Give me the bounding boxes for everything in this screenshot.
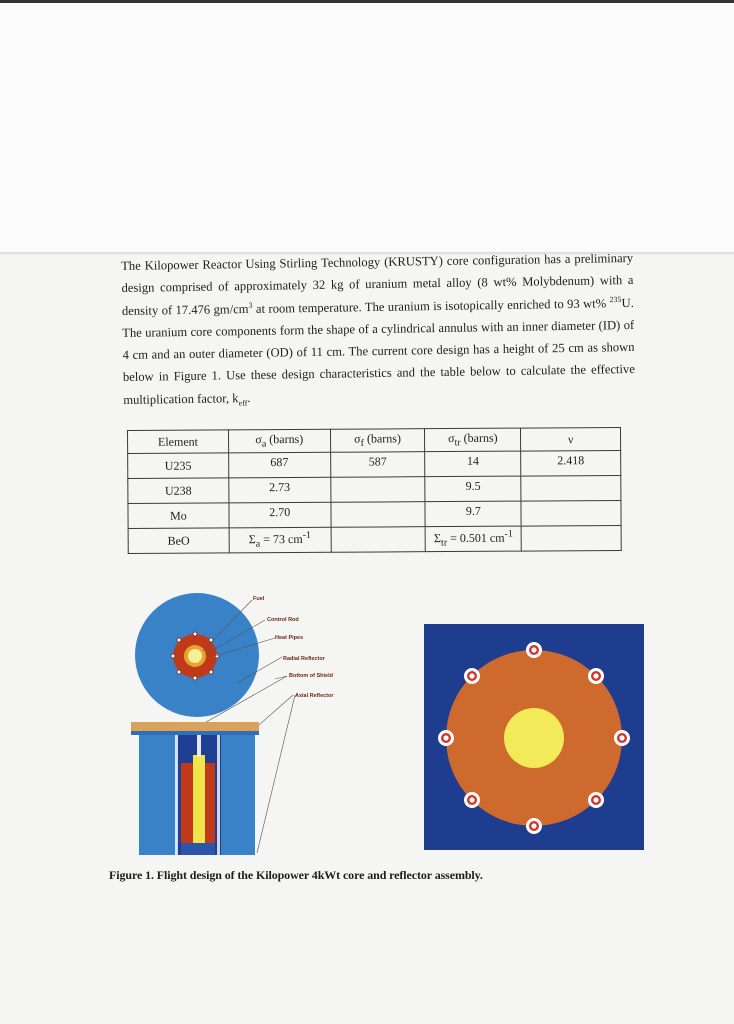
cell-sigma-a: 687	[228, 452, 330, 478]
cubic-superscript: 3	[248, 300, 253, 310]
left-reflector-wall	[139, 735, 177, 855]
paragraph-text-3: U. The uranium core components form the shape of a cylindrical annulus with an inner diameter (ID) of 4 cm and an outer diameter (OD) of 11 cm. The current core design has a height of 25 cm as shown below in Figure 1. Use these design characteristics and the table below to calculate the effective multiplication factor, k	[122, 295, 635, 407]
table-header-row	[128, 427, 621, 453]
right-reflector-wall	[221, 735, 255, 855]
cell-beo-sigma-a: $\Sigma_a = 73$ $cm^{-1}$	[229, 527, 331, 553]
cell-element: U235	[128, 453, 229, 479]
header-sigma-tr: $\sigma_{tr}$ (barns)	[425, 428, 521, 452]
table-row	[128, 525, 621, 553]
header-element: Element	[128, 430, 229, 454]
cell-sigma-f	[330, 477, 425, 503]
cell-sigma-a: 2.70	[229, 502, 331, 528]
cell-sigma-tr: 9.7	[425, 501, 521, 527]
label-radial-reflector: Radial Reflector	[283, 656, 325, 662]
problem-paragraph	[121, 247, 635, 411]
table-row	[128, 500, 621, 528]
label-fuel: Fuel	[253, 596, 265, 602]
table-row	[128, 475, 621, 503]
core-cross-section-figure	[424, 624, 644, 850]
fuel-center	[188, 649, 202, 663]
scan-top-edge	[0, 0, 734, 3]
paragraph-text-2: at room temperature. The uranium is isotopically enriched to 93 wt%	[252, 295, 610, 316]
keff-subscript: eff	[238, 398, 248, 408]
figure-caption: Figure 1. Flight design of the Kilopower 4kWt core and reflector assembly.	[109, 868, 483, 882]
cross-section-table	[127, 427, 622, 554]
yellow-fuel-core	[504, 708, 564, 768]
cell-sigma-f: 587	[330, 452, 425, 478]
isotope-superscript: 235	[609, 294, 622, 304]
cell-nu	[521, 500, 621, 526]
paragraph-text-1: The Kilopower Reactor Using Stirling Technology (KRUSTY) core configuration has a preliminary design comprised of approximately 32 kg of uranium metal alloy (8 wt% Molybdenum) with a density of 17.476 gm/cm	[121, 250, 634, 318]
core-section-left	[181, 763, 193, 843]
cell-nu: 2.418	[521, 450, 621, 476]
cell-sigma-a: 2.73	[229, 477, 331, 503]
core-section-right	[205, 763, 215, 843]
cell-beo-nu	[521, 525, 621, 551]
cell-beo-sigma-tr: $\Sigma_{tr} = 0.501$ $cm^{-1}$	[426, 526, 522, 552]
bottom-shield	[181, 843, 215, 855]
label-heat-pipes: Heat Pipes	[275, 635, 304, 641]
table-row	[128, 450, 621, 478]
control-rod-shaft	[197, 735, 201, 757]
label-axial-reflector: Axial Reflector	[295, 693, 334, 699]
cell-element: BeO	[128, 528, 229, 554]
heat-pipe-left	[175, 735, 178, 855]
heat-pipe-right	[217, 735, 220, 855]
header-nu: ν	[521, 427, 621, 451]
cell-element: Mo	[128, 503, 229, 529]
label-bottom-shield: Bottom of Shield	[289, 673, 333, 679]
cell-beo-sigma-f	[331, 527, 426, 553]
header-sigma-a: $\sigma_a$ (barns)	[228, 429, 330, 453]
axial-reflector-band	[131, 731, 259, 735]
cell-sigma-tr: 14	[425, 451, 521, 477]
cell-element: U238	[128, 478, 229, 504]
fuel-column	[193, 755, 205, 851]
reactor-assembly-diagram	[125, 585, 385, 857]
cell-sigma-tr: 9.5	[425, 476, 521, 502]
label-control-rod: Control Rod	[267, 617, 299, 623]
cell-nu	[521, 475, 621, 501]
cell-sigma-f	[331, 502, 426, 528]
header-sigma-f: $\sigma_f$ (barns)	[330, 429, 425, 453]
blank-top-region	[0, 0, 734, 252]
paragraph-text-4: .	[247, 390, 251, 405]
